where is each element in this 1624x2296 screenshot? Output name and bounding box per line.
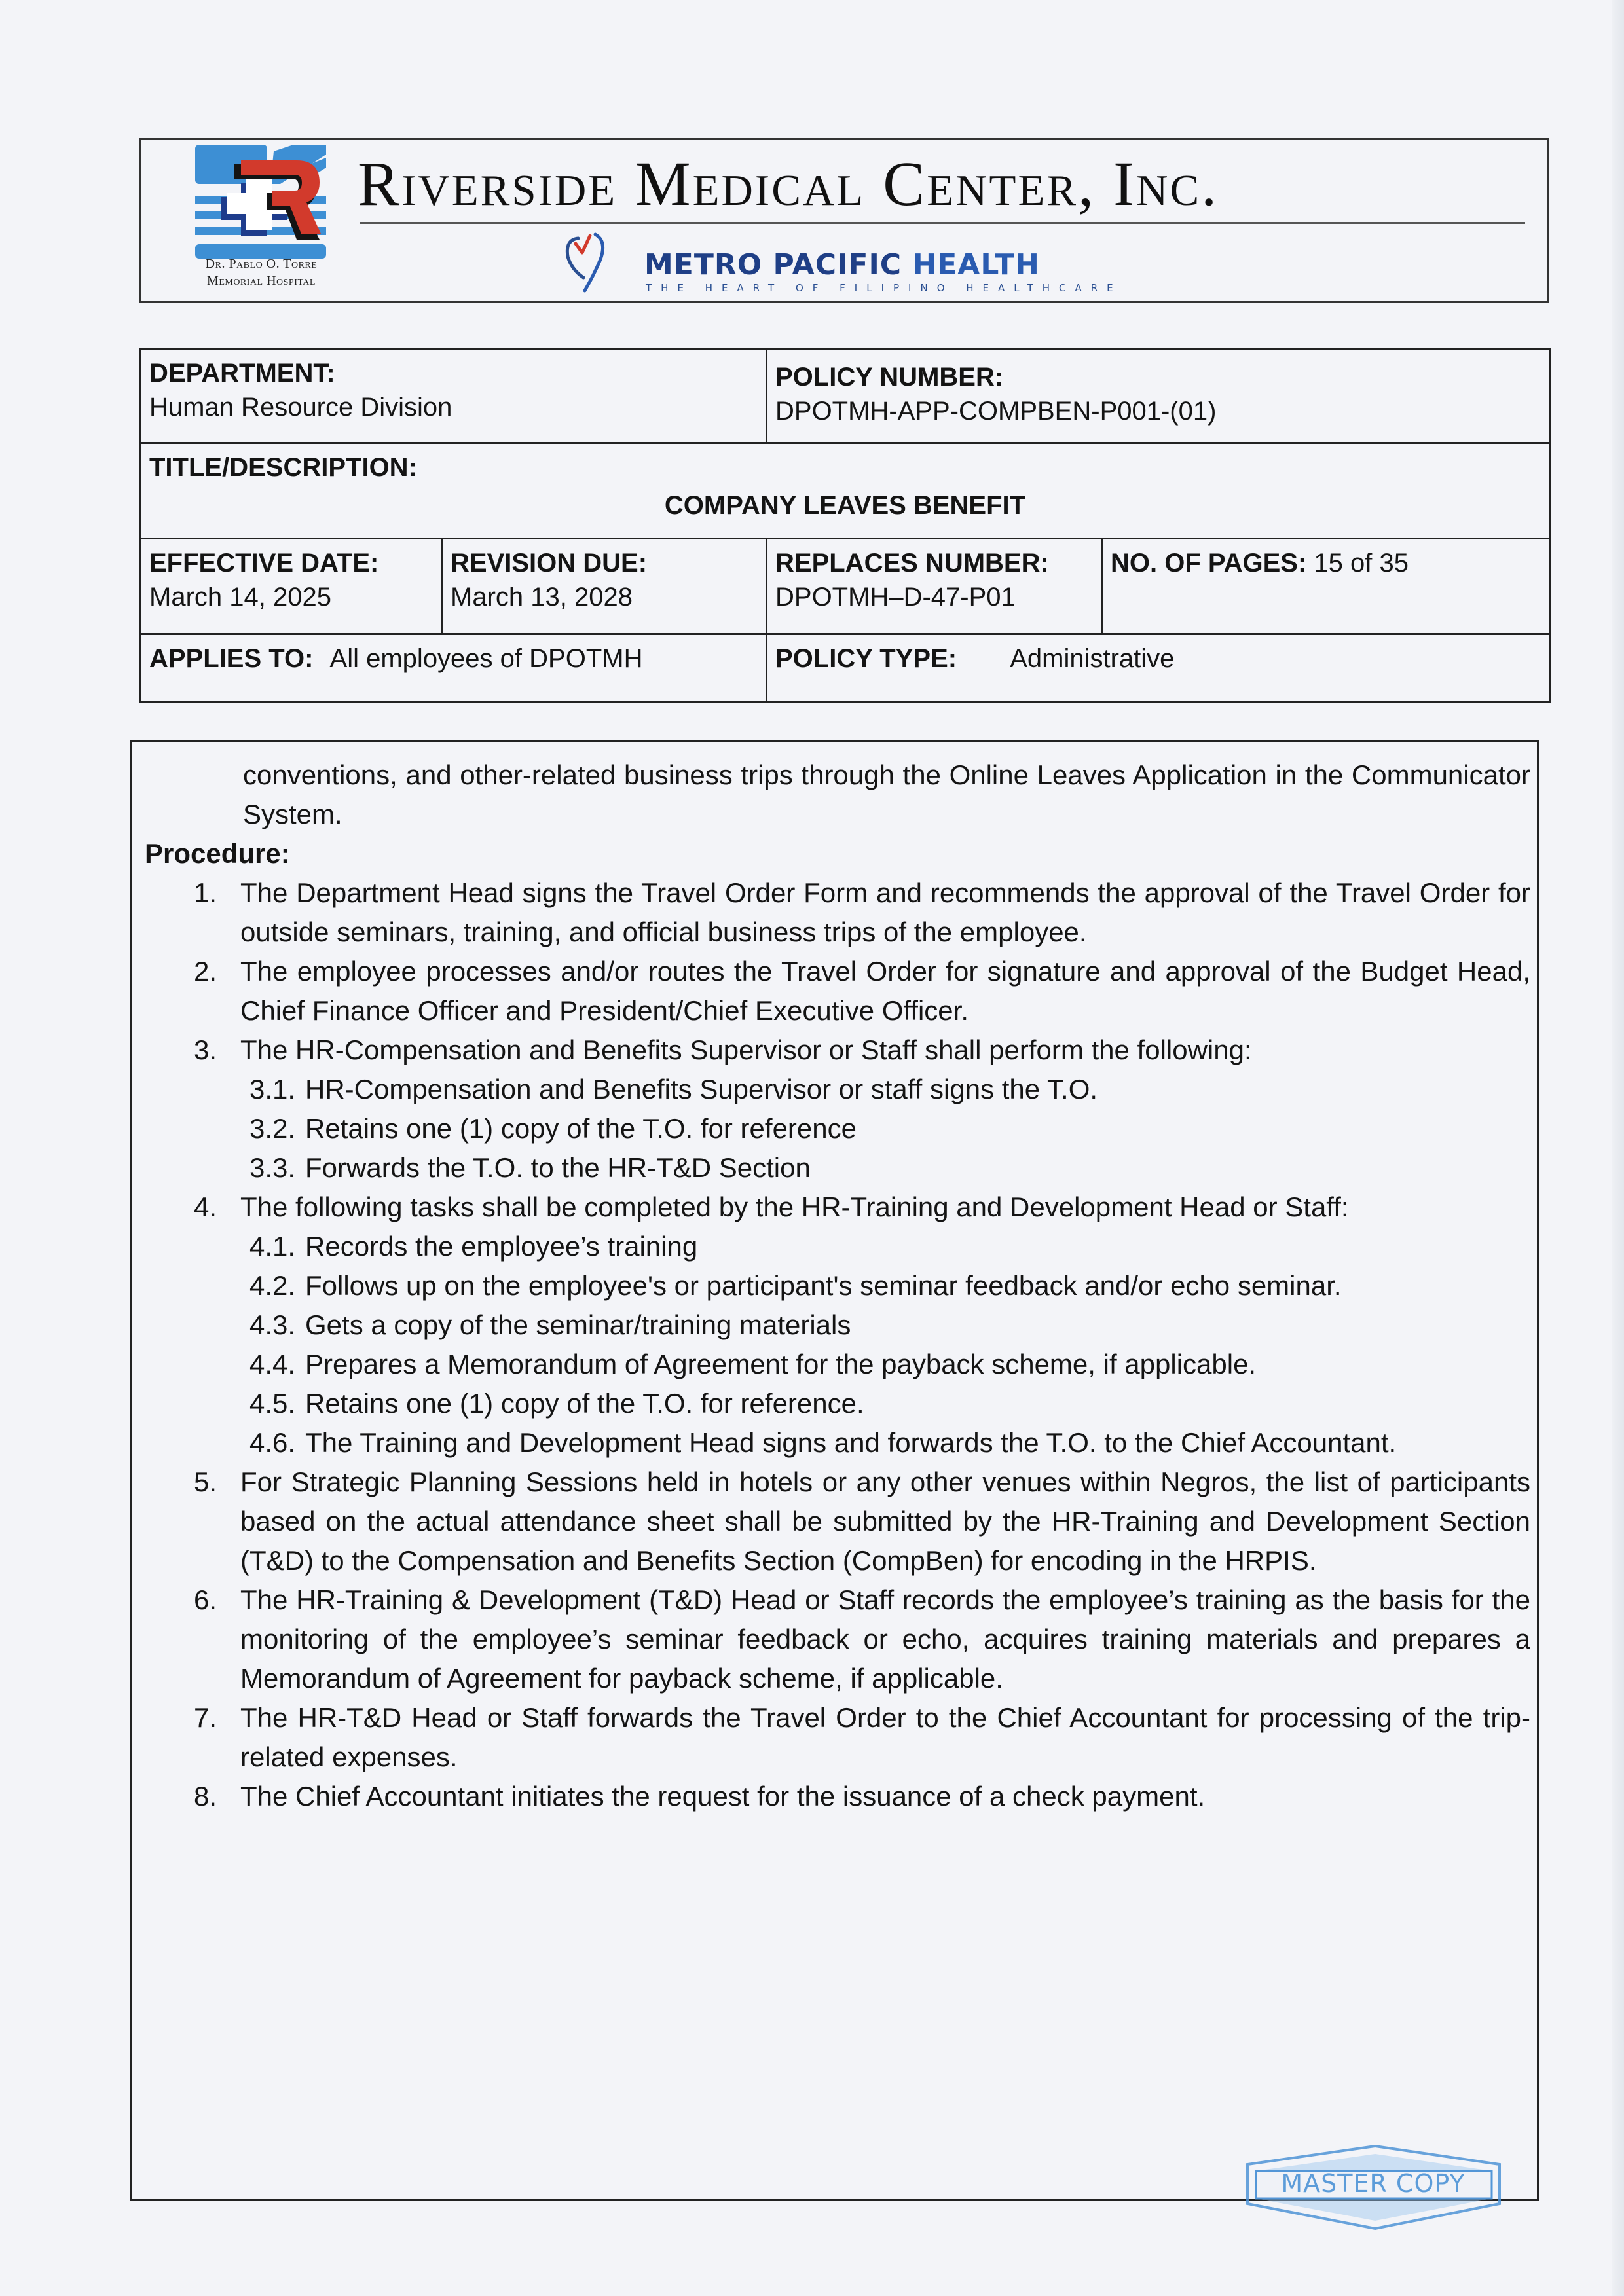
revision-due-value: March 13, 2028 [451, 583, 633, 611]
partner-name [644, 248, 1040, 282]
step-text: The Chief Accountant initiates the request for the issuance of a check payment. [240, 1781, 1206, 1812]
step-number: 8. [194, 1781, 217, 1812]
policy-number-label: POLICY NUMBER: [775, 363, 1004, 392]
step-number: 1. [194, 877, 217, 908]
step-text: The HR-T&D Head or Staff forwards the Travel Order to the Chief Accountant for processing of the trip-related expenses. [240, 1702, 1530, 1772]
title-value: COMPANY LEAVES BENEFIT [664, 491, 1026, 520]
step-text: The following tasks shall be completed by the HR-Training and Development Head or Staff: [240, 1192, 1349, 1222]
step-number: 7. [194, 1702, 217, 1733]
company-name: Riverside Medical Center, Inc. [358, 149, 1219, 219]
replaces-number-value: DPOTMH–D-47-P01 [775, 583, 1016, 611]
partner-name-metro-pacific: METRO PACIFIC [644, 248, 913, 282]
applies-to-label: APPLIES TO: [149, 644, 314, 673]
info-row-dates [141, 539, 1550, 634]
hospital-name [173, 255, 350, 289]
substep-text: The Training and Development Head signs and forwards the T.O. to the Chief Accountant. [305, 1427, 1397, 1458]
heart-check-logo-icon [564, 232, 610, 294]
effective-date-value: March 14, 2025 [149, 583, 331, 611]
pages-label: NO. OF PAGES: [1111, 549, 1307, 577]
procedure-substep-4-4 [132, 1345, 1537, 1384]
policy-body [130, 740, 1539, 2201]
step-number: 6. [194, 1584, 217, 1615]
title-cell [141, 443, 1550, 539]
substep-number: 4.6. [249, 1427, 296, 1458]
policy-number-value: DPOTMH-APP-COMPBEN-P001-(01) [775, 397, 1217, 426]
info-row-department [141, 349, 1550, 443]
substep-text: Follows up on the employee's or participant's seminar feedback and/or echo seminar. [305, 1270, 1342, 1301]
hospital-name-line2: Memorial Hospital [207, 274, 316, 288]
info-row-title [141, 443, 1550, 539]
department-value: Human Resource Division [149, 393, 452, 422]
effective-date-label: EFFECTIVE DATE: [149, 549, 379, 577]
intro-paragraph: conventions, and other-related business trips through the Online Leaves Application in the Communicator System. [243, 759, 1530, 829]
procedure-substep-4-6 [132, 1423, 1537, 1463]
step-number: 3. [194, 1034, 217, 1065]
revision-due-cell [442, 539, 767, 634]
substep-number: 4.4. [249, 1349, 296, 1379]
info-row-applies [141, 634, 1550, 702]
step-number: 4. [194, 1192, 217, 1222]
substep-text: Retains one (1) copy of the T.O. for reference [305, 1113, 857, 1144]
substep-text: Gets a copy of the seminar/training materials [305, 1309, 851, 1340]
partner-name-health: HEALTH [912, 248, 1040, 282]
procedure-substep-4-1 [132, 1227, 1537, 1266]
step-text: The HR-Training & Development (T&D) Head or Staff records the employee’s training as the basis for the monitoring of the employee’s seminar feedback or echo, acquires training materials and prepares a Memorandum of Agreement for payback scheme, if applicable. [240, 1584, 1530, 1694]
substep-number: 3.3. [249, 1152, 296, 1183]
substep-text: Forwards the T.O. to the HR-T&D Section [305, 1152, 811, 1183]
procedure-substep-4-2 [132, 1266, 1537, 1305]
procedure-step-1 [132, 873, 1537, 952]
policy-type-label: POLICY TYPE: [775, 644, 957, 673]
title-label: TITLE/DESCRIPTION: [149, 453, 417, 482]
master-copy-stamp-text: MASTER COPY [1281, 2169, 1466, 2198]
procedure-step-4 [132, 1188, 1537, 1227]
page-edge [1612, 0, 1624, 2296]
revision-due-label: REVISION DUE: [451, 549, 648, 577]
department-label: DEPARTMENT: [149, 359, 335, 388]
step-text: The HR-Compensation and Benefits Supervisor or Staff shall perform the following: [240, 1034, 1252, 1065]
substep-number: 4.5. [249, 1388, 296, 1419]
department-cell [141, 349, 767, 443]
procedure-substep-3-3 [132, 1148, 1537, 1188]
procedure-substep-4-5 [132, 1384, 1537, 1423]
procedure-step-8 [132, 1777, 1537, 1816]
substep-text: Retains one (1) copy of the T.O. for reference. [305, 1388, 864, 1419]
applies-to-cell [141, 634, 767, 702]
letterhead [139, 138, 1549, 303]
step-text: The Department Head signs the Travel Order Form and recommends the approval of the Travel Order for outside seminars, training, and official business trips of the employee. [240, 877, 1530, 947]
substep-text: Prepares a Memorandum of Agreement for the payback scheme, if applicable. [305, 1349, 1257, 1379]
substep-number: 3.1. [249, 1074, 296, 1104]
procedure-substep-4-3 [132, 1305, 1537, 1345]
policy-type-value: Administrative [1010, 644, 1175, 673]
substep-number: 3.2. [249, 1113, 296, 1144]
procedure-steps [132, 873, 1537, 1816]
pages-value: 15 of 35 [1314, 549, 1409, 577]
applies-to-value: All employees of DPOTMH [329, 644, 643, 673]
substep-number: 4.2. [249, 1270, 296, 1301]
policy-number-cell [767, 349, 1550, 443]
procedure-step-6 [132, 1580, 1537, 1698]
rmc-cross-r-logo-icon [195, 145, 326, 263]
procedure-step-5 [132, 1463, 1537, 1580]
pages-cell [1102, 539, 1550, 634]
procedure-heading: Procedure: [145, 838, 290, 869]
step-number: 2. [194, 956, 217, 987]
replaces-number-label: REPLACES NUMBER: [775, 549, 1049, 577]
substep-text: HR-Compensation and Benefits Supervisor or staff signs the T.O. [305, 1074, 1098, 1104]
substep-text: Records the employee’s training [305, 1231, 698, 1262]
step-number: 5. [194, 1467, 217, 1497]
header-divider [360, 222, 1525, 224]
procedure-step-3 [132, 1030, 1537, 1070]
effective-date-cell [141, 539, 442, 634]
substep-number: 4.3. [249, 1309, 296, 1340]
hospital-name-line1: Dr. Pablo O. Torre [205, 257, 318, 271]
procedure-substep-3-2 [132, 1109, 1537, 1148]
partner-tagline: THE HEART OF FILIPINO HEALTHCARE [646, 282, 1122, 294]
procedure-step-7 [132, 1698, 1537, 1777]
procedure-substep-3-1 [132, 1070, 1537, 1109]
procedure-step-2 [132, 952, 1537, 1030]
replaces-number-cell [767, 539, 1102, 634]
policy-info-table [139, 348, 1551, 703]
step-text: The employee processes and/or routes the Travel Order for signature and approval of the Budget Head, Chief Finance Officer and President/Chief Executive Officer. [240, 956, 1530, 1026]
policy-type-cell [767, 634, 1550, 702]
step-text: For Strategic Planning Sessions held in hotels or any other venues within Negros, the list of participants based on the actual attendance sheet shall be submitted by the HR-Training and Development Section (T&D) to the Compensation and Benefits Section (CompBen) for encoding in the HRPIS. [240, 1467, 1530, 1576]
substep-number: 4.1. [249, 1231, 296, 1262]
